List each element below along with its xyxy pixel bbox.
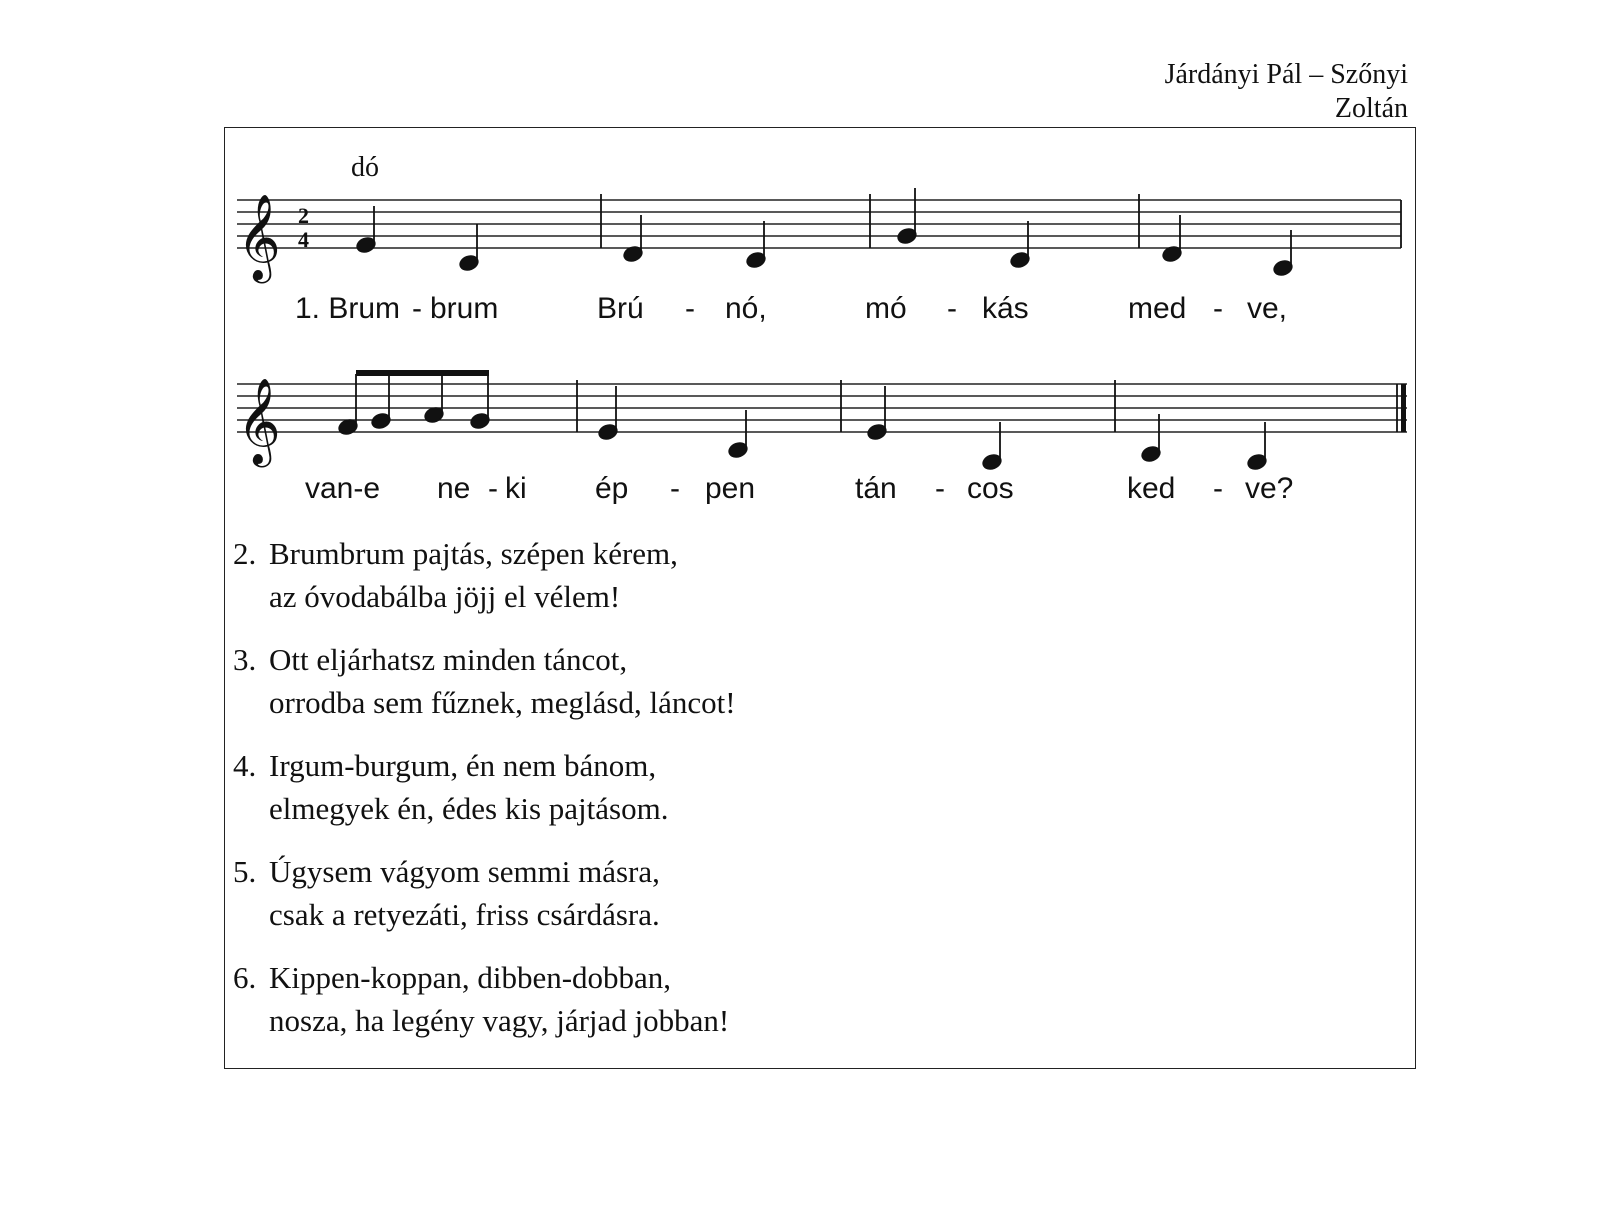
verse-text: orrodba sem fűznek, meglásd, láncot! bbox=[269, 685, 736, 720]
verse-5 bbox=[233, 850, 736, 936]
treble-clef-icon: 𝄞 bbox=[237, 378, 281, 464]
verse-text: Ott eljárhatsz minden táncot, bbox=[269, 642, 628, 677]
lyric-syllable: ne bbox=[437, 472, 471, 505]
attribution bbox=[1165, 58, 1408, 126]
lyric-hyphen: - bbox=[412, 292, 422, 325]
lyric-syllable: pen bbox=[705, 472, 756, 505]
staff-2 bbox=[237, 384, 1407, 432]
lyric-syllable: kás bbox=[982, 292, 1029, 325]
solfa-mark: dó bbox=[351, 152, 379, 183]
lyric-hyphen: - bbox=[1213, 292, 1223, 325]
lyric-hyphen: - bbox=[685, 292, 695, 325]
lyric-syllable: ép bbox=[595, 472, 629, 505]
music-staves bbox=[225, 128, 1415, 528]
beam bbox=[356, 370, 489, 376]
verse-text: Kippen-koppan, dibben-dobban, bbox=[269, 960, 672, 995]
verse-text: elmegyek én, édes kis pajtásom. bbox=[269, 791, 669, 826]
staff-1-notes bbox=[355, 188, 1401, 277]
verse-text: csak a retyezáti, friss csárdásra. bbox=[269, 897, 660, 932]
final-barline bbox=[1401, 384, 1406, 432]
treble-clef-icon: 𝄞 bbox=[237, 194, 281, 280]
attribution-line-1: Járdányi Pál – Szőnyi bbox=[1164, 59, 1408, 90]
lyric-syllable: cos bbox=[967, 472, 1014, 505]
lyric-syllable: ve? bbox=[1245, 472, 1294, 505]
verse-2 bbox=[233, 532, 736, 618]
lyric-syllable: brum bbox=[430, 292, 499, 325]
verse-number: 5. bbox=[233, 854, 257, 889]
lyric-syllable: van-e bbox=[305, 472, 381, 505]
verses bbox=[233, 532, 736, 1062]
lyric-syllable: ked bbox=[1127, 472, 1176, 505]
verse-text: Úgysem vágyom semmi másra, bbox=[269, 854, 660, 889]
lyric-hyphen: - bbox=[670, 472, 680, 505]
verse-text: az óvodabálba jöjj el vélem! bbox=[269, 579, 621, 614]
lyric-syllable: mó bbox=[865, 292, 907, 325]
lyric-syllable: nó, bbox=[725, 292, 767, 325]
lyric-hyphen: - bbox=[947, 292, 957, 325]
time-signature-bottom: 4 bbox=[298, 227, 309, 252]
verse-text: nosza, ha legény vagy, járjad jobban! bbox=[269, 1003, 730, 1038]
lyric-hyphen: - bbox=[1213, 472, 1223, 505]
lyric-syllable: tán bbox=[855, 472, 897, 505]
lyric-syllable: med bbox=[1128, 292, 1187, 325]
verse-number: 3. bbox=[233, 642, 257, 677]
lyric-syllable: ve, bbox=[1247, 292, 1288, 325]
verse-number: 2. bbox=[233, 536, 257, 571]
lyric-hyphen: - bbox=[488, 472, 498, 505]
lyric-hyphen: - bbox=[935, 472, 945, 505]
time-signature-top: 2 bbox=[298, 203, 309, 228]
lyric-syllable: ki bbox=[505, 472, 527, 505]
verse-text: Brumbrum pajtás, szépen kérem, bbox=[269, 536, 678, 571]
verse-number: 6. bbox=[233, 960, 257, 995]
song-frame bbox=[224, 127, 1416, 1069]
verse-4 bbox=[233, 744, 736, 830]
verse-text: Irgum-burgum, én nem bánom, bbox=[269, 748, 657, 783]
lyric-syllable: 1. Brum bbox=[295, 292, 401, 325]
lyric-syllable: Brú bbox=[597, 292, 644, 325]
attribution-line-2: Zoltán bbox=[1334, 93, 1408, 124]
verse-3 bbox=[233, 638, 736, 724]
verse-6 bbox=[233, 956, 736, 1042]
staff-1 bbox=[237, 200, 1401, 248]
verse-number: 4. bbox=[233, 748, 257, 783]
